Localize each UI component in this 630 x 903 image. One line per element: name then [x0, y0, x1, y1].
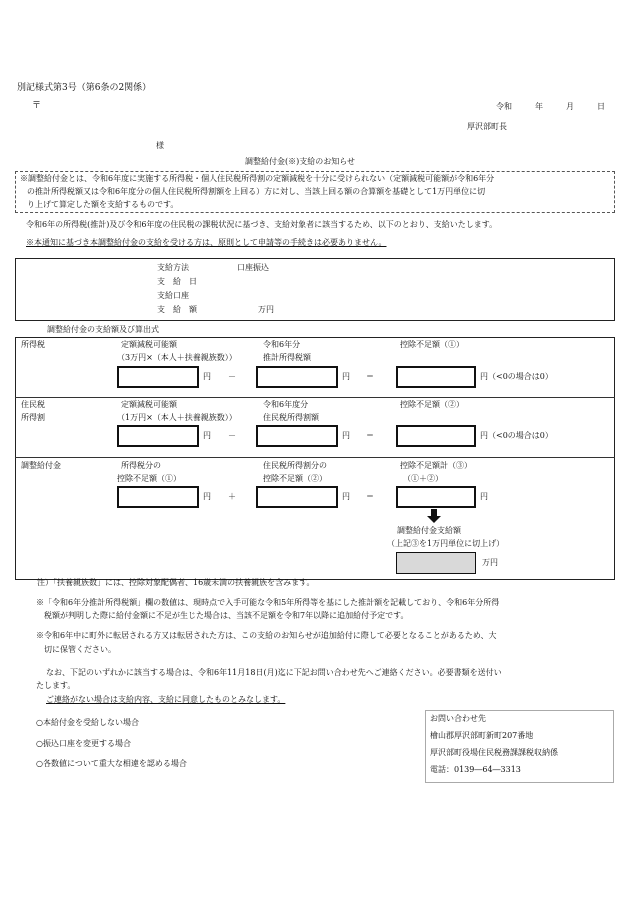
- income-equals: ＝: [366, 372, 374, 381]
- intro-line-1: 令和6年の所得税(推計)及び令和6年度の住民税の課税状況に基づき、支給対象者に該当するため、以下のとおり、支給いたします。: [26, 220, 498, 229]
- benefit-col3-l2: （①＋②）: [403, 474, 443, 483]
- account-label: 支給口座: [157, 291, 189, 300]
- contact-office: 厚沢部町役場住民税務課課税収納係: [430, 748, 558, 757]
- date-label: 支 給 日: [157, 277, 197, 286]
- benefit-col2-l1: 住民税所得割分の: [263, 461, 327, 470]
- benefit-col1-l1: 所得税分の: [121, 461, 161, 470]
- notice-title: 調整給付金(※)支給のお知らせ: [245, 157, 356, 166]
- resident-minus: －: [228, 431, 236, 440]
- case-item: ○振込口座を変更する場合: [36, 739, 131, 748]
- contact-phone: 電話：0139―64―3313: [430, 765, 521, 774]
- benefit-resident-shortfall-input[interactable]: [256, 486, 338, 508]
- definition-line-1: ※調整給付金とは、令和6年度に実施する所得税・個人住民税所得割の定額減税を十分に受けられない（定額減税可能額が令和6年分: [20, 174, 495, 183]
- resident-col1-l1: 定額減税可能額: [121, 400, 177, 409]
- benefit-unit-3: 円: [480, 492, 488, 501]
- row-label-resident-l1: 住民税: [21, 400, 45, 409]
- definition-line-2: の推計所得税額又は令和6年度分の個人住民税所得割額を上回る）方に対し、当該上回る額の合算額を基礎として1万円単位に切: [27, 187, 486, 196]
- calc-heading: 調整給付金の支給額及び算出式: [47, 325, 159, 334]
- case-item: ○各数値について重大な相違を認める場合: [36, 759, 187, 768]
- note-1-line-1: ※「令和6年分推計所得税額」欄の数値は、現時点で入手可能な令和5年所得等を基にした推計額を記載しており、令和6年分所得: [36, 598, 500, 607]
- resident-equals: ＝: [366, 431, 374, 440]
- income-col1-l2: （3万円×（本人＋扶養親族数））: [117, 353, 237, 362]
- income-minus: －: [228, 372, 236, 381]
- note-2-line-2: 切に保管ください。: [44, 645, 116, 654]
- resident-tax-amount-input[interactable]: [256, 425, 338, 447]
- resident-deduction-input[interactable]: [117, 425, 199, 447]
- income-col1-l1: 定額減税可能額: [121, 340, 177, 349]
- postal-mark: 〒: [32, 101, 42, 111]
- issuer: 厚沢部町長: [467, 122, 507, 131]
- income-unit-2: 円: [342, 372, 350, 381]
- benefit-col3-l1: 控除不足額計（③）: [400, 461, 472, 470]
- date-month: 月: [566, 102, 574, 111]
- resident-unit-1: 円: [203, 431, 211, 440]
- date-year: 年: [535, 102, 543, 111]
- payment-info-box: [15, 258, 615, 321]
- resident-shortfall-input[interactable]: [396, 425, 476, 447]
- row-label-resident-l2: 所得割: [21, 413, 45, 422]
- final-label: 調整給付金支給額: [397, 526, 461, 535]
- final-amount-input[interactable]: [396, 552, 476, 574]
- definition-line-3: り上げて算定した額を支給するものです。: [27, 200, 179, 209]
- income-tax-estimate-input[interactable]: [256, 366, 338, 388]
- benefit-total-shortfall-input[interactable]: [396, 486, 476, 508]
- method-label: 支給方法: [157, 263, 189, 272]
- date-day: 日: [597, 102, 605, 111]
- method-value: 口座振込: [237, 263, 269, 272]
- benefit-income-shortfall-input[interactable]: [117, 486, 199, 508]
- row-divider-2: [15, 457, 615, 458]
- income-unit-1: 円: [203, 372, 211, 381]
- income-col3-l1: 控除不足額（①）: [400, 340, 464, 349]
- final-unit: 万円: [482, 558, 498, 567]
- intro-line-2: ※本通知に基づき本調整給付金の支給を受ける方は、原則として申請等の手続きは必要ありません。: [26, 238, 387, 247]
- case-item: ○本給付金を受給しない場合: [36, 718, 139, 727]
- resident-result-note: 円（<0の場合は0）: [480, 431, 553, 440]
- income-shortfall-input[interactable]: [396, 366, 476, 388]
- note-1-line-2: 税額が判明した際に給付金額に不足が生じた場合は、当該不足額を令和7年以降に追加給付予定です。: [44, 611, 409, 620]
- arrow-down-icon: [427, 509, 441, 523]
- amount-unit: 万円: [258, 305, 274, 314]
- note-2-line-1: ※令和6年中に町外に転居される方又は転居された方は、この支給のお知らせが追加給付に際して必要となることがあるため、大: [36, 631, 497, 640]
- note-3-line-1: なお、下記のいずれかに該当する場合は、令和6年11月18日(月)迄に下記お問い合わせ先へご連絡ください。必要書類を送付い: [46, 668, 502, 677]
- resident-col2-l2: 住民税所得割額: [263, 413, 319, 422]
- resident-unit-2: 円: [342, 431, 350, 440]
- benefit-unit-2: 円: [342, 492, 350, 501]
- income-deduction-input[interactable]: [117, 366, 199, 388]
- row-divider-1: [15, 397, 615, 398]
- row-label-benefit: 調整給付金: [21, 461, 61, 470]
- benefit-col2-l2: 控除不足額（②）: [263, 474, 327, 483]
- note-3-line-2: たします。: [36, 681, 76, 690]
- resident-col1-l2: （1万円×（本人＋扶養親族数））: [117, 413, 237, 422]
- resident-col3-l1: 控除不足額（②）: [400, 400, 464, 409]
- resident-col2-l1: 令和6年度分: [263, 400, 309, 409]
- form-label: 別記様式第3号（第6条の2関係）: [17, 83, 152, 93]
- note-3-line-3: ご連絡がない場合は支給内容、支給に同意したものとみなします。: [46, 695, 286, 704]
- income-col2-l2: 推計所得税額: [263, 353, 311, 362]
- recipient-suffix: 様: [156, 141, 164, 150]
- benefit-col1-l2: 控除不足額（①）: [117, 474, 181, 483]
- income-col2-l1: 令和6年分: [263, 340, 301, 349]
- benefit-plus: ＋: [228, 492, 236, 501]
- amount-label: 支 給 額: [157, 305, 197, 314]
- calc-footnote: 注）「扶養親族数」には、控除対象配偶者、16歳未満の扶養親族を含みます。: [37, 578, 315, 587]
- row-label-income-tax: 所得税: [21, 340, 45, 349]
- date-era: 令和: [496, 102, 512, 111]
- benefit-unit-1: 円: [203, 492, 211, 501]
- final-note: （上記③を1万円単位に切上げ）: [387, 539, 505, 548]
- benefit-equals: ＝: [366, 492, 374, 501]
- contact-address: 檜山郡厚沢部町新町207番地: [430, 731, 534, 740]
- income-result-note: 円（<0の場合は0）: [480, 372, 553, 381]
- contact-title: お問い合わせ先: [430, 714, 486, 723]
